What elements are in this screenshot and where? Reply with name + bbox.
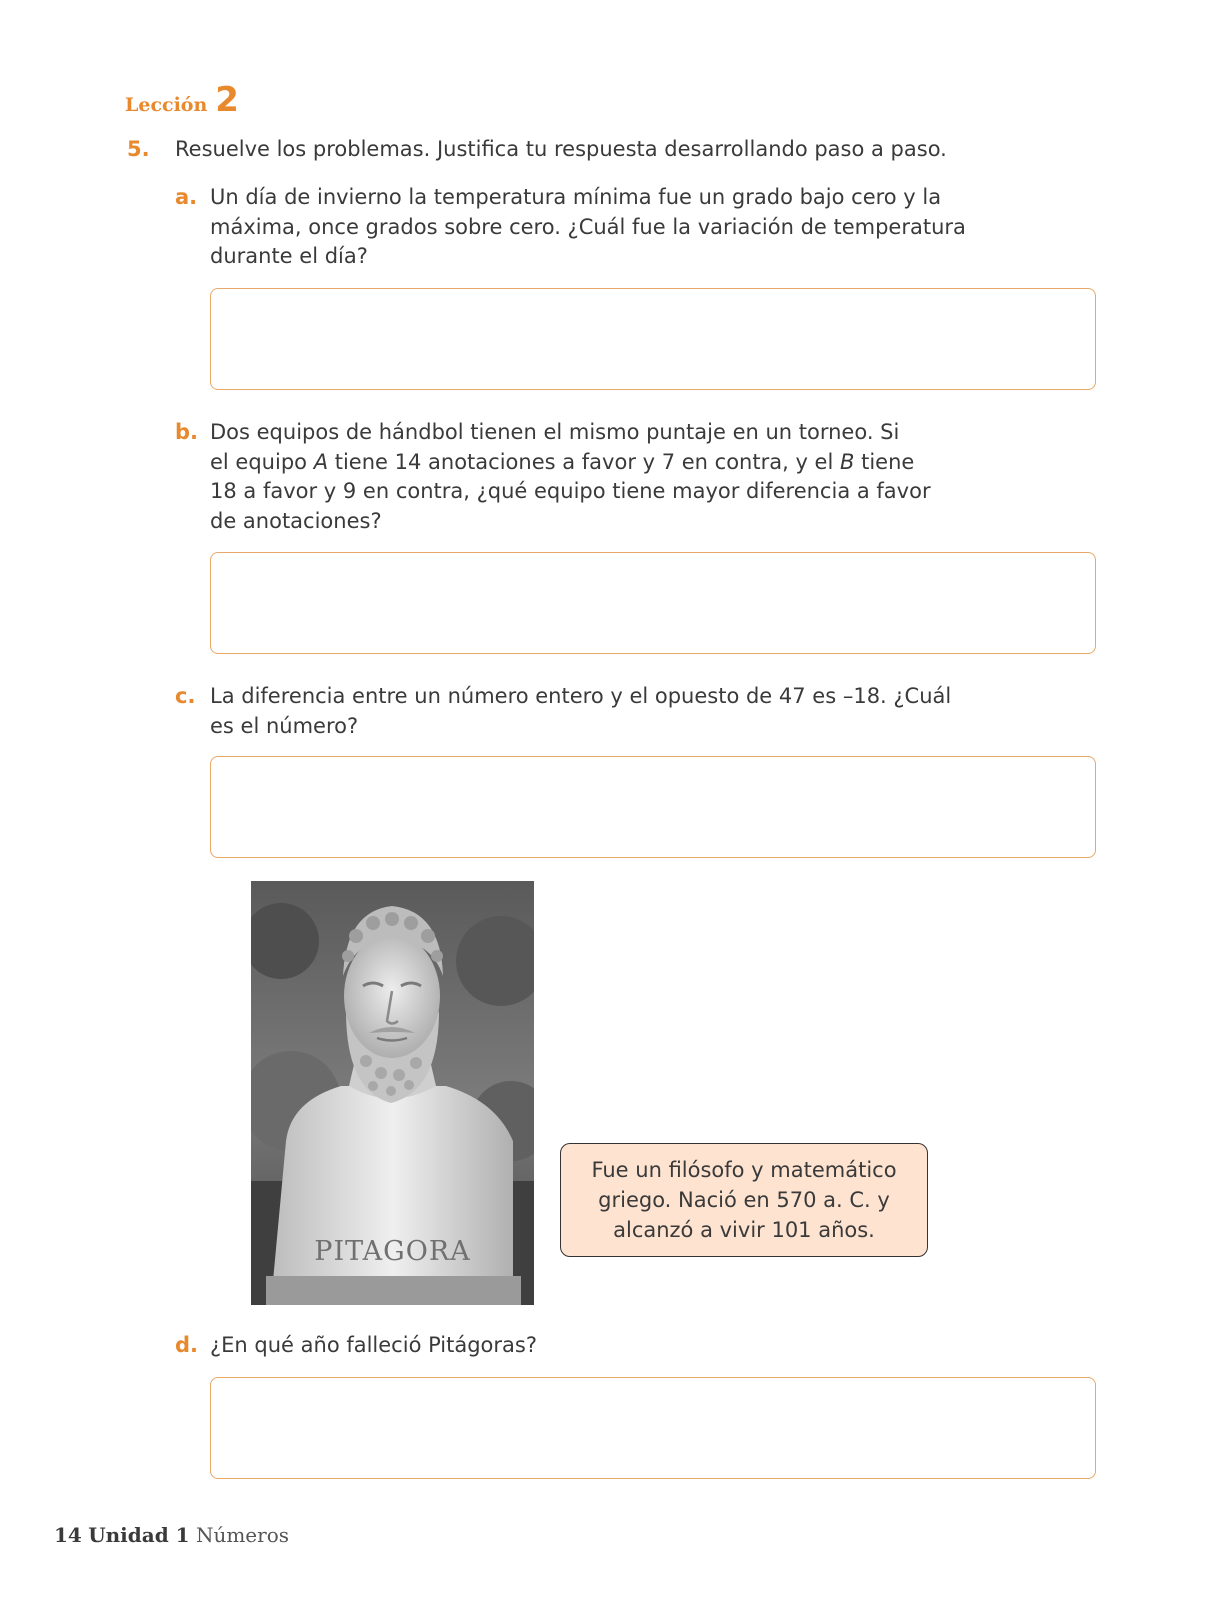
item-b-text <box>210 418 935 536</box>
item-d-letter: d. <box>175 1333 199 1357</box>
item-c-letter: c. <box>175 684 196 708</box>
item-b-line: de anotaciones? <box>210 508 382 533</box>
page-number: 14 <box>54 1523 82 1547</box>
item-d <box>175 1331 935 1361</box>
item-b-text-segment: tiene <box>854 449 915 474</box>
pythagoras-bust-photo <box>251 881 534 1305</box>
lesson-number: 2 <box>215 80 239 120</box>
answer-box-c[interactable] <box>210 756 1096 858</box>
item-b <box>175 418 935 536</box>
info-line: Fue un filósofo y matemático <box>591 1158 897 1182</box>
answer-box-a[interactable] <box>210 288 1096 390</box>
info-line: griego. Nació en 570 a. C. y <box>598 1188 890 1212</box>
info-line: alcanzó a vivir 101 años. <box>613 1218 875 1242</box>
item-d-text <box>210 1331 935 1361</box>
team-b-label: B <box>840 449 855 474</box>
answer-box-d[interactable] <box>210 1377 1096 1479</box>
item-c-line: es el número? <box>210 713 359 738</box>
item-a-line: durante el día? <box>210 244 368 268</box>
item-c <box>175 682 952 741</box>
item-b-letter: b. <box>175 420 199 444</box>
item-a-line: Un día de invierno la temperatura mínima fue un grado bajo cero y la <box>210 185 942 209</box>
lesson-label: Lección <box>125 94 208 116</box>
item-b-text-segment: tiene 14 anotaciones a favor y 7 en contra, y el <box>328 449 840 474</box>
bust-inscription: PITAGORA <box>314 1236 471 1267</box>
item-a-letter: a. <box>175 185 198 209</box>
item-b-text-segment: el equipo <box>210 449 314 474</box>
item-b-line: Dos equipos de hándbol tienen el mismo puntaje en un torneo. Si <box>210 420 900 444</box>
question-number: 5. <box>127 137 150 161</box>
pythagoras-info-box <box>560 1143 928 1257</box>
item-a-text <box>210 183 966 272</box>
item-b-line: 18 a favor y 9 en contra, ¿qué equipo tiene mayor diferencia a favor <box>210 479 931 503</box>
footer-topic: Números <box>195 1523 289 1547</box>
item-d-line: ¿En qué año falleció Pitágoras? <box>210 1333 537 1357</box>
item-a <box>175 183 966 272</box>
item-c-line: La diferencia entre un número entero y el opuesto de 47 es –18. ¿Cuál <box>210 684 952 708</box>
item-c-text <box>210 682 952 741</box>
question-instruction: Resuelve los problemas. Justifica tu respuesta desarrollando paso a paso. <box>175 137 947 161</box>
answer-box-b[interactable] <box>210 552 1096 654</box>
page-footer <box>54 1523 289 1547</box>
item-b-line <box>210 448 935 478</box>
lesson-header <box>125 80 239 120</box>
team-a-label: A <box>313 449 329 474</box>
item-a-line: máxima, once grados sobre cero. ¿Cuál fue la variación de temperatura <box>210 214 966 239</box>
footer-unit: Unidad 1 <box>88 1523 190 1547</box>
